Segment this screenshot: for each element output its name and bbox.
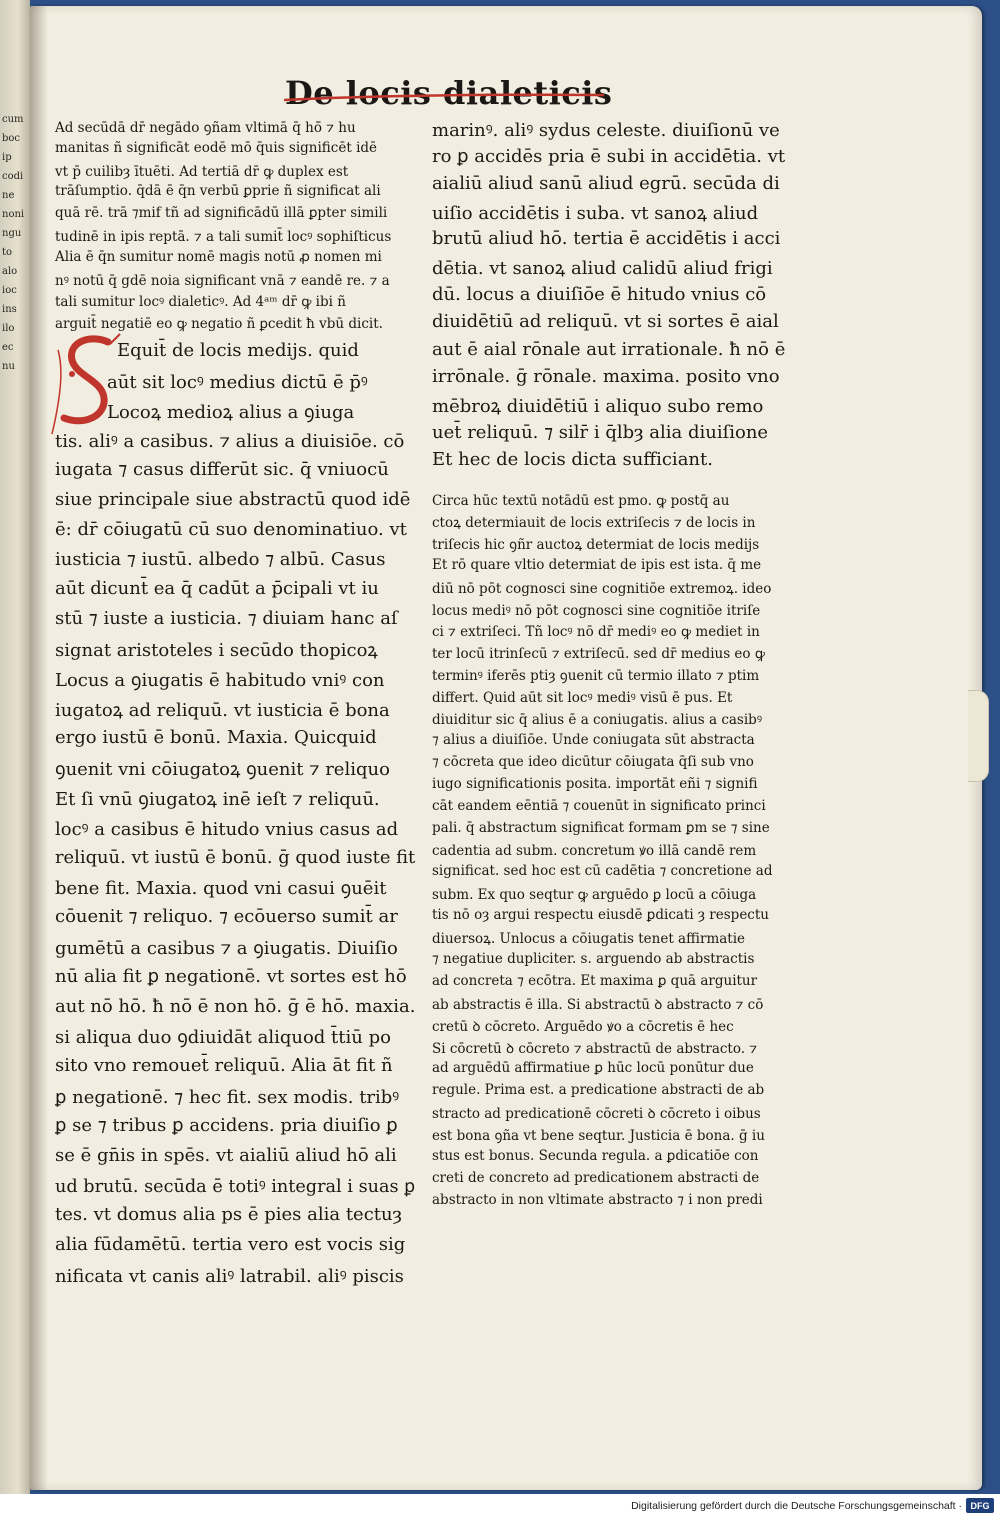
text-line: diuersoꝝ. Unlocus a cōiugatis tenet affirmatie bbox=[432, 931, 746, 947]
text-line: est bona ꝯña vt bene seqtur. Justicia ē bona. ḡ iu bbox=[432, 1128, 765, 1145]
text-line: Locoꝝ medioꝝ alius a ꝯiuga bbox=[107, 401, 355, 423]
text-line: si aliqua duo ꝯdiuidāt aliquod t̄tiū po bbox=[55, 1027, 391, 1049]
dfg-logo-icon bbox=[966, 1498, 994, 1513]
text-line: aūt dicunt̄ ea q̄ cadūt a p̄cipali vt iu bbox=[55, 578, 379, 600]
previous-page-fragment: ne bbox=[2, 190, 15, 201]
text-line: Et hec de locis dicta sufficiant. bbox=[432, 449, 713, 471]
text-line: se ē gn̄is in spēs. vt aialiū aliud hō ali bbox=[55, 1144, 397, 1166]
text-line: Alia ē q̄n sumitur nomē magis notū ꝓ nomen mi bbox=[55, 248, 382, 265]
text-line: ud brutū. secūda ē totiꝰ integral i suas ꝑ bbox=[55, 1176, 416, 1198]
previous-page-fragment: cum bbox=[2, 114, 24, 125]
text-line: aūt sit locꝰ medius dictū ē p̄ꝰ bbox=[107, 371, 368, 393]
text-line: Et rō quare vltio determiat de ipis est ista. q̄ me bbox=[432, 556, 762, 573]
text-line: Et ſi vnū ꝯiugatoꝝ inē ieſt ⁊ reliquū. bbox=[55, 789, 380, 810]
text-line: cretū ꝺ cōcreto. Arguēdo ꝟo a cōcretis ē hec bbox=[432, 1018, 734, 1035]
text-line: ꝑ negationē. ⁊ hec fit. sex modis. tribꝰ bbox=[55, 1087, 400, 1108]
text-line: arguit̄ negatiē eo ꝙ negatio ñ ꝑcedit ħ vbū dicit. bbox=[55, 316, 383, 333]
text-line: trāſumptio. q̄dā ē q̄n verbū ꝑprie ñ significat ali bbox=[55, 183, 381, 200]
previous-page-fragment: ngu bbox=[2, 228, 22, 239]
text-line: Locus a ꝯiugatis ē habitudo vniꝰ con bbox=[55, 669, 385, 691]
rubric-underline-stroke bbox=[282, 92, 607, 104]
text-line: pali. q̄ abstractum significat formam ꝑm se ⁊ sine bbox=[432, 819, 770, 836]
previous-page-fragment: ip bbox=[2, 152, 12, 163]
svg-text:DFG: DFG bbox=[970, 1501, 990, 1511]
text-line: ab abstractis ē illa. Si abstractū ꝺ abstracto ⁊ cō bbox=[432, 996, 764, 1013]
text-line: signat aristoteles i secūdo thopicoꝝ bbox=[55, 640, 378, 661]
previous-page-fragments bbox=[2, 110, 28, 376]
text-line: nū alia fit ꝑ negationē. vt sortes est hō bbox=[55, 965, 407, 987]
text-line: locus mediꝰ nō pōt cognosci sine cognitiōe itriſe bbox=[432, 602, 761, 619]
gutter-shadow bbox=[30, 6, 48, 1490]
text-line: dū. locus a diuiſiōe ē hitudo vnius cō bbox=[432, 283, 767, 305]
previous-page-fragment: ilo bbox=[2, 323, 15, 334]
text-line: regule. Prima est. a predicatione abstracti de ab bbox=[432, 1082, 765, 1099]
text-line: subm. Ex quo seqtur ꝙ arguēdo ꝑ locū a cōiuga bbox=[432, 887, 757, 904]
text-line: ro ꝑ accidēs pria ē subi in accidētia. vt bbox=[432, 145, 786, 167]
text-line: quā rē. trā ⁊mif tñ ad significādū illā ꝑpter simili bbox=[55, 205, 388, 222]
running-head: De locis dialeticis bbox=[285, 74, 613, 112]
text-line: Circa hūc textū notādū est pmo. ꝙ postq̄ au bbox=[432, 493, 730, 509]
text-line: ꝑ se ⁊ tribus ꝑ accidens. pria diuiſio ꝑ bbox=[55, 1114, 398, 1136]
text-line: iugata ⁊ casus differūt sic. q̄ vniuocū bbox=[55, 459, 389, 481]
text-line: diuiditur sic q̄ alius ē a coniugatis. alius a casibꝰ bbox=[432, 712, 762, 728]
text-line: creti de concreto ad predicationem abstracti de bbox=[432, 1169, 760, 1186]
funding-credit: Digitalisierung gefördert durch die Deutsche Forschungsgemeinschaft · bbox=[631, 1500, 962, 1512]
text-line: cōuenit ⁊ reliquo. ⁊ ecōuerso sumit̄ ar bbox=[55, 906, 398, 928]
text-line: brutū aliud hō. tertia ē accidētis i acci bbox=[432, 228, 781, 250]
text-line: iugo significationis posita. importāt eñi ⁊ signifi bbox=[432, 775, 758, 792]
text-line: ad concreta ⁊ ecōtra. Et maxima ꝑ quā arguitur bbox=[432, 972, 758, 989]
text-line: nꝰ notū q̄ gdē noia significant vnā ⁊ eandē re. ⁊ a bbox=[55, 272, 390, 289]
text-line: ⁊ alius a diuiſiōe. Unde coniugata sūt abstracta bbox=[432, 731, 755, 748]
text-line: cāt eandem eēntiā ⁊ couenūt in significato princi bbox=[432, 797, 766, 814]
text-line: siue principale siue abstractū quod idē bbox=[55, 489, 411, 510]
text-line: diū nō pōt cognosci sine cognitiōe extremoꝝ. ideo bbox=[432, 580, 772, 597]
text-line: bene fit. Maxia. quod vni casui ꝯuēit bbox=[55, 878, 387, 900]
page-tab-marker bbox=[968, 690, 989, 782]
text-line: terminꝰ iferēs ptiȝ ꝯuenit cū termio illato ⁊ ptim bbox=[432, 668, 760, 685]
footer-bar bbox=[0, 1494, 1000, 1518]
previous-page-fragment: boc bbox=[2, 133, 21, 144]
previous-page-fragment: nu bbox=[2, 361, 15, 372]
previous-page-fragment: ec bbox=[2, 342, 14, 353]
text-line: nificata vt canis aliꝰ latrabil. aliꝰ piscis bbox=[55, 1265, 404, 1287]
text-line: cadentia ad subm. concretum ꝟo illā candē rem bbox=[432, 843, 757, 860]
text-line: dētia. vt sanoꝝ aliud calidū aliud frigi bbox=[432, 258, 773, 279]
text-line: mēbroꝝ diuidētiū i aliquo subo remo bbox=[432, 396, 764, 417]
text-line: vt p̄ cuilibȝ ītuēti. Ad tertiā dr̄ ꝙ duplex est bbox=[55, 163, 349, 180]
previous-page-edge bbox=[0, 0, 30, 1494]
text-line: ē: dr̄ cōiugatū cū suo denominatiuo. vt bbox=[55, 518, 407, 540]
text-line: abstracto in non vltimate abstracto ⁊ i non predi bbox=[432, 1191, 763, 1208]
text-line: stū ⁊ iuste a iusticia. ⁊ diuiam hanc aſ bbox=[55, 608, 398, 630]
previous-page-fragment: alo bbox=[2, 266, 18, 277]
previous-page-fragment: codi bbox=[2, 171, 24, 182]
previous-page-fragment: ins bbox=[2, 304, 17, 315]
text-line: alia fūdamētū. tertia vero est vocis sig bbox=[55, 1234, 406, 1255]
text-line: ter locū itrinſecū ⁊ extriſecū. sed dr̄ medius eo ꝙ bbox=[432, 646, 765, 663]
text-line: differt. Quid aūt sit locꝰ mediꝰ visū ē pus. Et bbox=[432, 690, 733, 707]
text-line: sito vno remouet̄ reliquū. Alia āt fit ñ bbox=[55, 1055, 393, 1077]
text-line: significat. sed hoc est cū cadētia ⁊ concretione ad bbox=[432, 863, 773, 880]
text-line: ctoꝝ determiauit de locis extriſecis ⁊ de locis in bbox=[432, 514, 756, 531]
text-line: ⁊ negatiue dupliciter. s. arguendo ab abstractis bbox=[432, 950, 755, 967]
text-line: triſecis hic ꝯñr auctoꝝ determiat de locis medijs bbox=[432, 536, 760, 553]
previous-page-fragment: to bbox=[2, 247, 13, 258]
text-line: aialiū aliud sanū aliud egrū. secūda di bbox=[432, 173, 780, 195]
text-line: stus est bonus. Secunda regula. a ꝑdicatiōe con bbox=[432, 1148, 759, 1164]
text-line: uet̄ reliquū. ⁊ silr̄ i q̄lbȝ alia diuiſione bbox=[432, 421, 769, 443]
text-line: ꝯuenit vni cōiugatoꝝ ꝯuenit ⁊ reliquo bbox=[55, 759, 390, 781]
text-line: locꝰ a casibus ē hitudo vnius casus ad bbox=[55, 818, 399, 840]
text-line: aut ē aial rōnale aut irrationale. ħ nō ē bbox=[432, 338, 786, 360]
text-line: uiſio accidētis i suba. vt sanoꝝ aliud bbox=[432, 202, 759, 224]
text-line: gumētū a casibus ⁊ a ꝯiugatis. Diuiſio bbox=[55, 938, 398, 959]
text-line: tudinē in ipis reptā. ⁊ a tali sumit̄ locꝰ sophiſticus bbox=[55, 229, 392, 245]
text-line: ci ⁊ extriſeci. Tñ locꝰ nō dr̄ mediꝰ eo ꝙ mediet in bbox=[432, 624, 760, 641]
text-line: reliquū. vt iustū ē bonū. ḡ quod iuste fit bbox=[55, 846, 416, 868]
text-line: ⁊ cōcreta que ideo dicūtur cōiugata q̄ſi sub vno bbox=[432, 753, 754, 770]
text-line: stracto ad predicationē cōcreti ꝺ cōcreto i oibus bbox=[432, 1106, 761, 1123]
text-line: iugatoꝝ ad reliquū. vt iusticia ē bona bbox=[55, 699, 390, 721]
text-line: Si cōcretū ꝺ cōcreto ⁊ abstractū de abstracto. ⁊ bbox=[432, 1040, 758, 1057]
text-line: irrōnale. ḡ rōnale. maxima. posito vno bbox=[432, 366, 780, 388]
text-line: tis. aliꝰ a casibus. ⁊ alius a diuisiōe. cō bbox=[55, 431, 405, 453]
text-line: ad arguēdū affirmatiue ꝑ hūc locū ponūtur due bbox=[432, 1060, 754, 1077]
text-line: manitas ñ significāt eodē mō q̄uis significēt idē bbox=[55, 139, 378, 156]
text-line: tis nō oȝ argui respectu eiusdē ꝑdicati ȝ respectu bbox=[432, 907, 769, 924]
text-line: diuidētiū ad reliquū. vt si sortes ē aial bbox=[432, 311, 779, 333]
text-line: iusticia ⁊ iustū. albedo ⁊ albū. Casus bbox=[55, 548, 386, 570]
previous-page-fragment: noni bbox=[2, 209, 25, 220]
previous-page-fragment: ioc bbox=[2, 285, 17, 296]
text-line: aut nō hō. ħ nō ē non hō. ḡ ē hō. maxia. bbox=[55, 995, 416, 1017]
text-line: marinꝰ. aliꝰ sydus celeste. diuiſionū ve bbox=[432, 120, 780, 141]
text-line: tali sumitur locꝰ dialeticꝰ. Ad 4ᵃᵐ dr̄ ꝙ ibi ñ bbox=[55, 294, 346, 311]
text-line: Ad secūdā dr̄ negādo ꝯñam vltimā q̄ hō̄ ⁊ hu bbox=[55, 120, 356, 136]
text-line: Equit̄ de locis medijs. quid bbox=[117, 340, 359, 361]
text-line: tes. vt domus alia ps ē pies alia tectuȝ bbox=[55, 1204, 402, 1226]
text-line: ergo iustū ē bonū. Maxia. Quicquid bbox=[55, 727, 377, 749]
